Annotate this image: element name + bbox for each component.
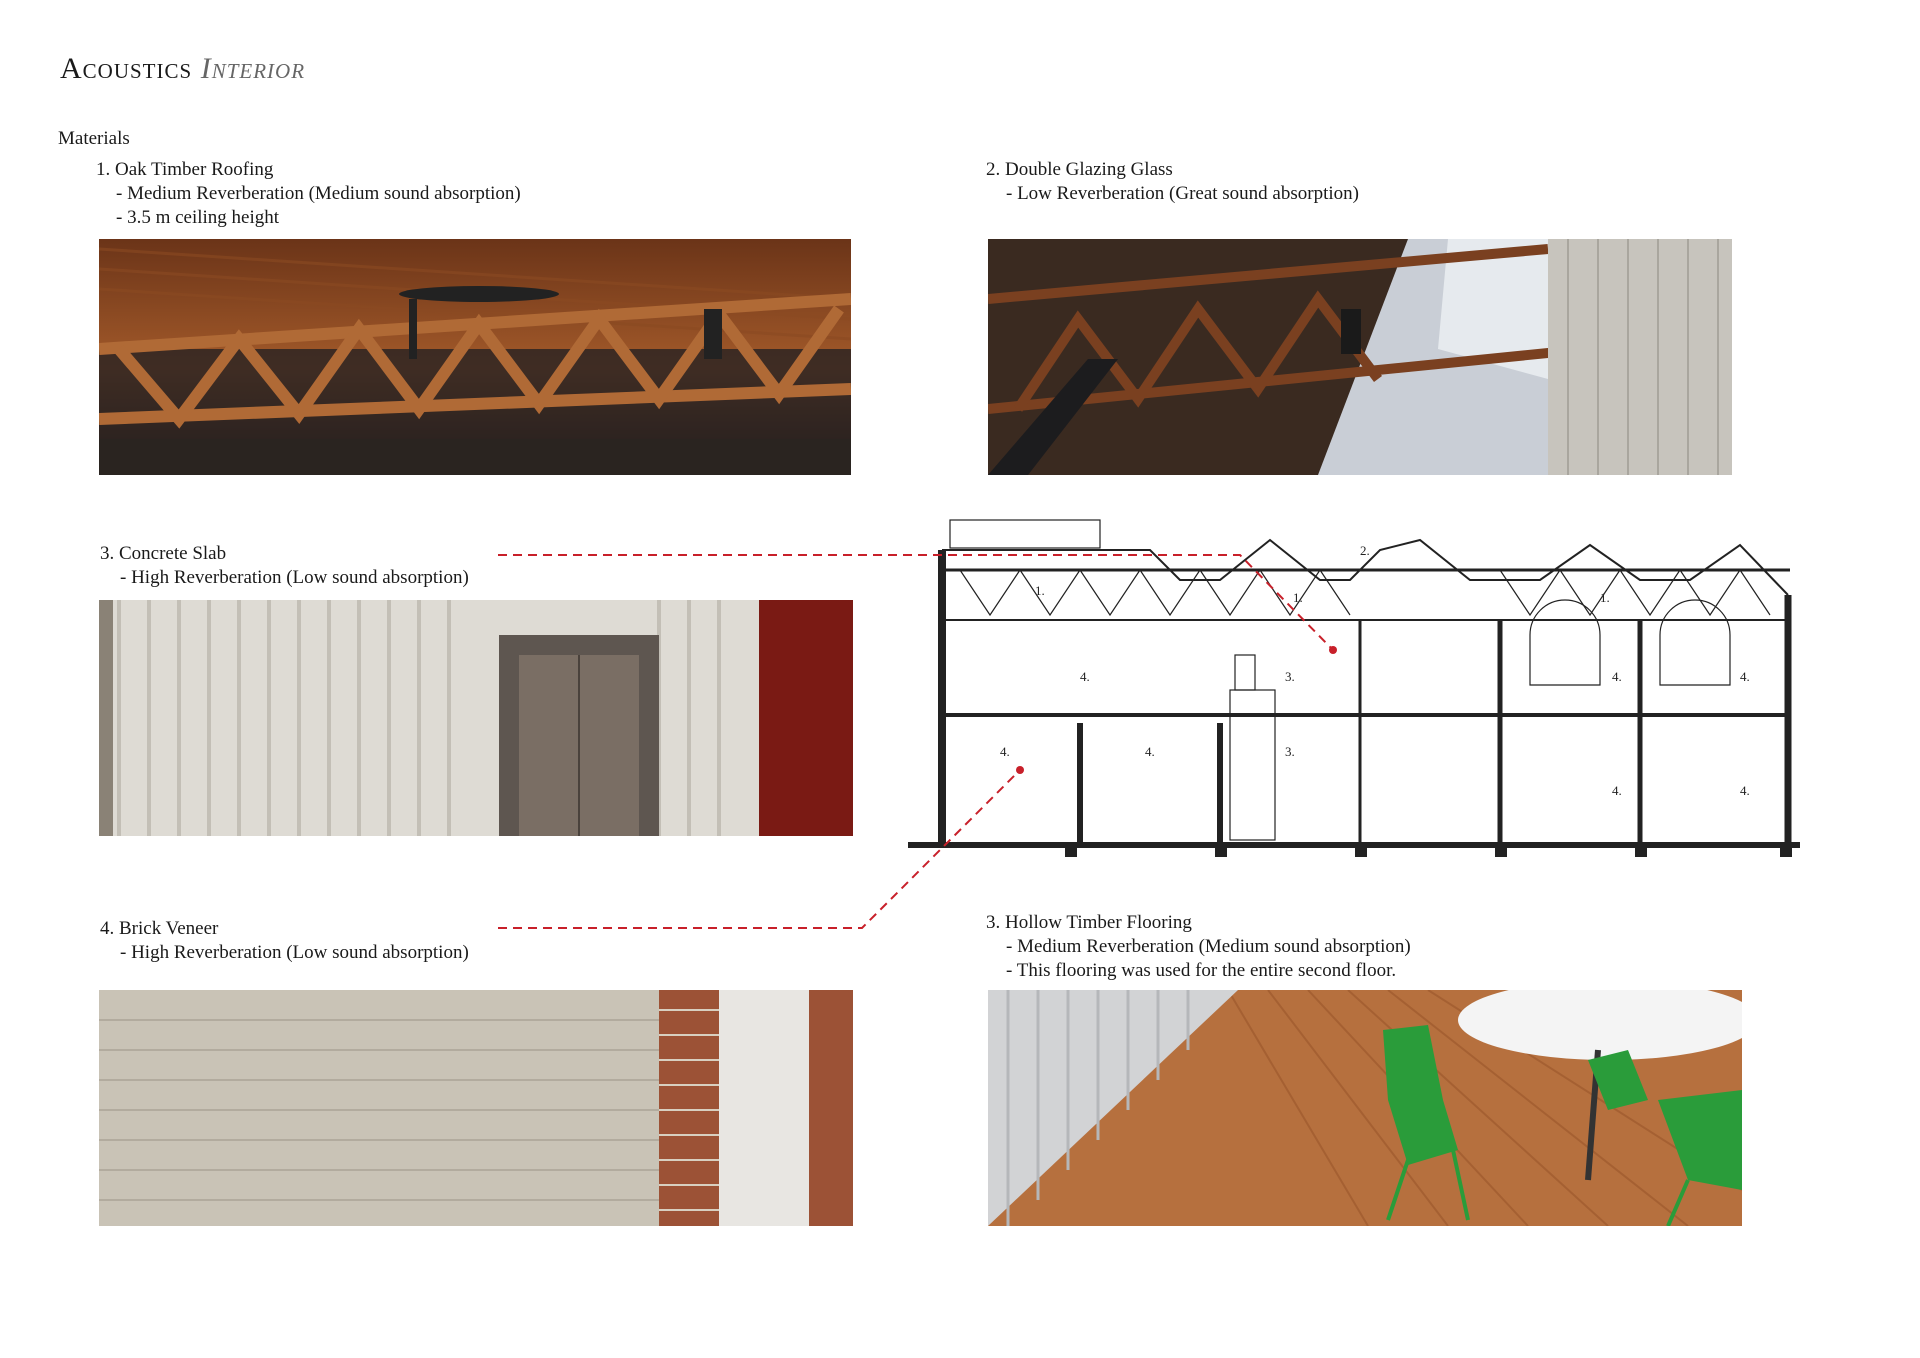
section-marker: 4. xyxy=(1740,669,1750,684)
section-marker: 2. xyxy=(1360,543,1370,558)
material-note: - Medium Reverberation (Medium sound absorption) xyxy=(116,183,521,204)
leader-dot xyxy=(1329,646,1337,654)
section-marker: 1. xyxy=(1293,590,1303,605)
section-marker: 4. xyxy=(1080,669,1090,684)
section-marker: 1. xyxy=(1600,590,1610,605)
material-note: - High Reverberation (Low sound absorption) xyxy=(120,942,469,963)
title-sub: Interior xyxy=(200,52,306,85)
material-label: 1. Oak Timber Roofing xyxy=(96,159,274,180)
material-label: 4. Brick Veneer xyxy=(100,918,219,939)
section-marker: 1. xyxy=(1035,583,1045,598)
section-marker: 3. xyxy=(1285,744,1295,759)
title-main: Acoustics xyxy=(60,52,193,85)
material-note: - High Reverberation (Low sound absorption) xyxy=(120,567,469,588)
material-note: - Medium Reverberation (Medium sound absorption) xyxy=(1006,936,1411,957)
leader-concrete-slab xyxy=(498,555,1333,650)
section-marker: 3. xyxy=(1285,669,1295,684)
section-marker: 4. xyxy=(1612,669,1622,684)
material-label: 2. Double Glazing Glass xyxy=(986,159,1173,180)
section-marker: 4. xyxy=(1145,744,1155,759)
section-marker: 4. xyxy=(1612,783,1622,798)
material-note: - 3.5 m ceiling height xyxy=(116,207,280,228)
leader-brick-veneer xyxy=(498,770,1020,928)
material-label: 3. Hollow Timber Flooring xyxy=(986,912,1192,933)
material-label: 3. Concrete Slab xyxy=(100,543,227,564)
section-marker: 4. xyxy=(1740,783,1750,798)
material-note: - Low Reverberation (Great sound absorption) xyxy=(1006,183,1359,204)
section-marker: 4. xyxy=(1000,744,1010,759)
material-note: - This flooring was used for the entire second floor. xyxy=(1006,960,1397,981)
materials-heading: Materials xyxy=(58,128,130,149)
leader-dot xyxy=(1016,766,1024,774)
